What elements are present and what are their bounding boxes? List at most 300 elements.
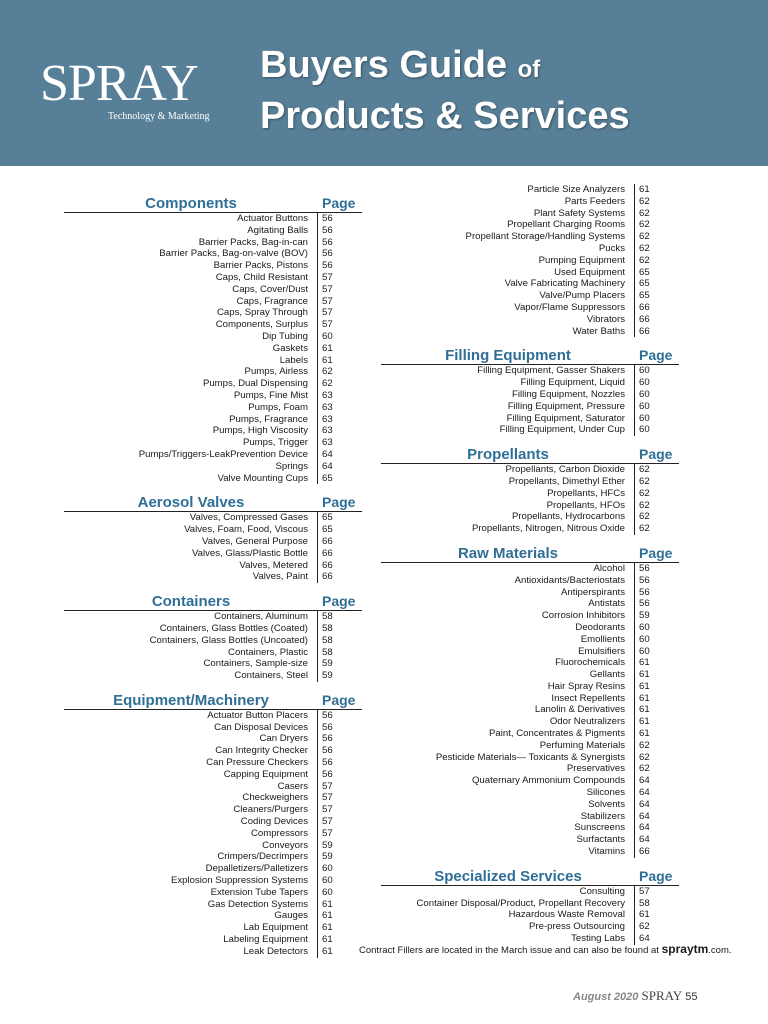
item-name: Actuator Buttons [237, 213, 308, 224]
item-name: Pumps, Airless [244, 366, 308, 378]
item-name: Pumps, Trigger [242, 437, 308, 449]
section [64, 493, 362, 583]
item-name: Preservatives [566, 763, 625, 775]
item-name: Lab Equipment [243, 922, 308, 934]
list-item [64, 355, 362, 367]
item-name: Caps, Spray Through [216, 307, 308, 319]
item-page: 62 [634, 763, 679, 775]
item-name: Odor Neutralizers [549, 716, 625, 728]
title-of: of [517, 56, 541, 83]
item-page: 60 [634, 401, 679, 413]
item-page: 56 [317, 745, 362, 757]
item-name: Water Baths [572, 325, 625, 337]
list-item [381, 511, 679, 523]
item-page: 62 [634, 511, 679, 523]
item-page: 59 [317, 658, 362, 670]
item-page: 64 [634, 775, 679, 787]
item-name: Containers, Glass Bottles (Uncoated) [149, 634, 308, 646]
item-name: Pumps, Fine Mist [233, 389, 308, 401]
list-item [381, 587, 679, 599]
list-item [64, 366, 362, 378]
list-item [381, 886, 679, 898]
list-item [64, 473, 362, 485]
item-name: Filling Equipment, Under Cup [499, 424, 625, 436]
item-page: 56 [317, 757, 362, 769]
item-name: Antistats [588, 598, 625, 610]
list-item [64, 296, 362, 308]
item-name: Antiperspirants [561, 586, 625, 598]
item-name: Insect Repellents [551, 692, 625, 704]
item-name: Valves, Compressed Gases [189, 512, 308, 524]
item-page: 66 [317, 571, 362, 583]
item-name: Gellants [589, 669, 625, 681]
list-item [64, 611, 362, 623]
item-name: Paint, Concentrates & Pigments [489, 728, 625, 740]
item-page: 64 [634, 799, 679, 811]
item-page: 62 [634, 476, 679, 488]
item-name: Springs [275, 460, 308, 472]
item-page: 56 [317, 733, 362, 745]
item-page: 64 [634, 834, 679, 846]
list-item [64, 828, 362, 840]
list-item [381, 314, 679, 326]
item-page: 58 [317, 647, 362, 659]
list-item [381, 208, 679, 220]
item-name: Pesticide Materials— Toxicants & Synergists [435, 751, 625, 763]
item-name: Containers, Sample-size [203, 658, 308, 670]
list-item [381, 909, 679, 921]
item-name: Lanolin & Derivatives [534, 704, 625, 716]
item-page: 57 [317, 804, 362, 816]
spray-logo: SPRAY [40, 55, 198, 112]
item-page: 62 [634, 488, 679, 500]
list-item [64, 512, 362, 524]
item-name: Valve Fabricating Machinery [504, 278, 625, 290]
issue-date: August 2020 [573, 991, 639, 1003]
section-header [381, 346, 679, 365]
page-column-header: Page [322, 195, 356, 211]
item-name: Valve/Pump Placers [539, 290, 625, 302]
list-item [381, 184, 679, 196]
footnote-site[interactable]: spraytm [661, 942, 709, 956]
item-name: Propellant Storage/Handling Systems [465, 231, 625, 243]
list-item [381, 921, 679, 933]
item-name: Leak Detectors [243, 945, 308, 957]
item-page: 62 [634, 464, 679, 476]
item-name: Crimpers/Decrimpers [217, 851, 308, 863]
list-item [381, 267, 679, 279]
section-title: Raw Materials [457, 544, 559, 562]
item-name: Fluorochemicals [555, 657, 625, 669]
item-name: Filling Equipment, Liquid [520, 377, 625, 389]
item-page: 57 [634, 886, 679, 898]
item-page: 65 [634, 278, 679, 290]
item-name: Pumping Equipment [538, 254, 625, 266]
list-item [64, 536, 362, 548]
item-name: Explosion Suppression Systems [170, 875, 308, 887]
item-page: 56 [317, 710, 362, 722]
section-header [64, 592, 362, 611]
item-page: 61 [634, 716, 679, 728]
item-page: 57 [317, 307, 362, 319]
item-page: 61 [317, 355, 362, 367]
list-item [64, 722, 362, 734]
list-item [381, 634, 679, 646]
item-page: 65 [634, 267, 679, 279]
item-name: Quaternary Ammonium Compounds [471, 775, 625, 787]
item-page: 64 [634, 933, 679, 945]
list-item [64, 272, 362, 284]
item-page: 57 [317, 319, 362, 331]
list-item [381, 401, 679, 413]
list-item [64, 560, 362, 572]
list-item [64, 461, 362, 473]
item-name: Barrier Packs, Pistons [213, 260, 308, 272]
item-page: 63 [317, 425, 362, 437]
item-page: 57 [317, 284, 362, 296]
list-item [381, 740, 679, 752]
list-item [64, 343, 362, 355]
item-page: 62 [634, 243, 679, 255]
list-item [64, 437, 362, 449]
item-name: Hair Spray Resins [547, 680, 625, 692]
item-page: 64 [634, 811, 679, 823]
item-page: 57 [317, 816, 362, 828]
item-page: 59 [634, 610, 679, 622]
list-item [381, 302, 679, 314]
list-item [64, 816, 362, 828]
item-page: 62 [634, 752, 679, 764]
section-title: Filling Equipment [445, 347, 571, 365]
list-item [381, 669, 679, 681]
list-item [64, 414, 362, 426]
list-item [381, 822, 679, 834]
list-item [381, 799, 679, 811]
item-name: Pumps, High Viscosity [212, 425, 308, 437]
item-page: 65 [317, 524, 362, 536]
item-name: Caps, Cover/Dust [232, 283, 308, 295]
item-name: Casers [277, 780, 308, 792]
page-column-header: Page [639, 347, 673, 364]
item-page: 66 [317, 536, 362, 548]
list-item [381, 693, 679, 705]
item-name: Vapor/Flame Suppressors [514, 301, 625, 313]
item-page: 61 [634, 909, 679, 921]
section-header [381, 867, 679, 886]
item-page: 61 [317, 946, 362, 958]
list-item [64, 402, 362, 414]
item-page: 56 [634, 598, 679, 610]
list-item [381, 476, 679, 488]
item-page: 60 [634, 389, 679, 401]
item-page: 66 [634, 302, 679, 314]
item-name: Filling Equipment, Saturator [506, 412, 625, 424]
list-item [64, 635, 362, 647]
list-item [381, 290, 679, 302]
list-item [64, 934, 362, 946]
item-name: Alcohol [593, 562, 625, 574]
item-page: 63 [317, 390, 362, 402]
item-page: 60 [634, 646, 679, 658]
list-item [381, 681, 679, 693]
item-name: Corrosion Inhibitors [541, 610, 625, 622]
list-item [381, 775, 679, 787]
item-page: 61 [634, 669, 679, 681]
item-name: Capping Equipment [223, 768, 308, 780]
item-page: 65 [317, 473, 362, 485]
section-title: Specialized Services [434, 867, 582, 885]
page-number: 55 [685, 991, 698, 1003]
item-name: Valves, Paint [252, 571, 308, 583]
item-page: 61 [634, 657, 679, 669]
item-name: Valve Mounting Cups [217, 472, 308, 484]
list-item [64, 260, 362, 272]
list-item [381, 219, 679, 231]
item-name: Can Pressure Checkers [206, 757, 308, 769]
item-page: 61 [634, 681, 679, 693]
item-page: 56 [634, 575, 679, 587]
page-column-header: Page [322, 494, 356, 511]
list-item [64, 248, 362, 260]
item-page: 56 [317, 260, 362, 272]
section [64, 194, 362, 484]
list-item [64, 875, 362, 887]
item-name: Parts Feeders [564, 195, 625, 207]
item-name: Agitating Balls [247, 224, 308, 236]
item-page: 60 [317, 863, 362, 875]
item-page: 62 [317, 378, 362, 390]
section-header [64, 493, 362, 512]
list-item [381, 846, 679, 858]
logo-subtitle: Technology & Marketing [108, 111, 210, 122]
item-name: Stabilizers [580, 810, 625, 822]
item-name: Caps, Child Resistant [215, 271, 308, 283]
item-name: Emulsifiers [578, 645, 625, 657]
item-page: 62 [634, 740, 679, 752]
page-footer [573, 988, 698, 1004]
item-name: Compressors [250, 827, 308, 839]
item-page: 62 [634, 500, 679, 512]
item-name: Silicones [586, 787, 625, 799]
item-page: 56 [317, 722, 362, 734]
item-page: 65 [634, 290, 679, 302]
item-page: 57 [317, 781, 362, 793]
item-name: Barrier Packs, Bag-in-can [198, 236, 308, 248]
item-page: 60 [317, 887, 362, 899]
list-item [64, 284, 362, 296]
list-item [381, 278, 679, 290]
item-page: 66 [317, 560, 362, 572]
list-item [381, 243, 679, 255]
item-page: 61 [634, 704, 679, 716]
item-name: Solvents [588, 798, 625, 810]
item-name: Valves, General Purpose [202, 535, 308, 547]
item-name: Propellant Charging Rooms [507, 219, 625, 231]
item-page: 64 [317, 461, 362, 473]
item-name: Containers, Steel [234, 670, 308, 682]
item-page: 58 [317, 611, 362, 623]
item-name: Pumps/Triggers-LeakPrevention Device [138, 448, 308, 460]
header-banner [0, 0, 768, 166]
left-column [64, 194, 362, 967]
item-page: 61 [634, 693, 679, 705]
item-name: Gaskets [272, 342, 308, 354]
list-item [381, 413, 679, 425]
section [381, 184, 679, 337]
list-item [381, 377, 679, 389]
item-page: 65 [317, 512, 362, 524]
item-page: 63 [317, 437, 362, 449]
item-name: Sunscreens [574, 822, 625, 834]
section-title: Propellants [467, 446, 549, 464]
item-name: Perfuming Materials [539, 739, 625, 751]
list-item [64, 571, 362, 583]
list-item [64, 769, 362, 781]
list-item [64, 733, 362, 745]
item-name: Containers, Plastic [228, 646, 308, 658]
item-page: 60 [634, 424, 679, 436]
title-line2: Products & Services [260, 95, 630, 137]
list-item [64, 524, 362, 536]
item-page: 60 [634, 413, 679, 425]
item-name: Propellants, Dimethyl Ether [508, 475, 625, 487]
item-name: Labels [279, 354, 308, 366]
item-name: Vibrators [586, 313, 625, 325]
list-item [64, 946, 362, 958]
item-page: 56 [317, 769, 362, 781]
item-name: Gauges [274, 910, 308, 922]
item-name: Valves, Metered [239, 559, 308, 571]
item-name: Filling Equipment, Pressure [507, 400, 625, 412]
item-page: 60 [634, 634, 679, 646]
item-page: 56 [317, 248, 362, 260]
list-item [381, 196, 679, 208]
item-name: Surfactants [576, 834, 625, 846]
item-page: 56 [634, 587, 679, 599]
item-name: Can Integrity Checker [215, 745, 308, 757]
item-name: Barrier Packs, Bag-on-valve (BOV) [159, 248, 308, 260]
list-item [381, 464, 679, 476]
title-line1: Buyers Guide [260, 44, 508, 86]
item-name: Can Disposal Devices [214, 721, 308, 733]
item-page: 62 [634, 231, 679, 243]
list-item [381, 716, 679, 728]
item-name: Gas Detection Systems [207, 898, 308, 910]
list-item [381, 563, 679, 575]
section-header [381, 445, 679, 464]
item-page: 63 [317, 414, 362, 426]
item-name: Pumps, Dual Dispensing [202, 378, 308, 390]
section [381, 445, 679, 535]
list-item [64, 307, 362, 319]
list-item [64, 887, 362, 899]
item-page: 60 [634, 622, 679, 634]
item-page: 57 [317, 792, 362, 804]
section-header [381, 544, 679, 563]
list-item [381, 365, 679, 377]
item-name: Can Dryers [259, 733, 308, 745]
item-page: 61 [634, 184, 679, 196]
list-item [381, 787, 679, 799]
list-item [64, 319, 362, 331]
item-name: Propellants, HFCs [547, 487, 625, 499]
item-name: Container Disposal/Product, Propellant Recovery [416, 897, 625, 909]
item-name: Filling Equipment, Nozzles [511, 388, 625, 400]
list-item [381, 488, 679, 500]
list-item [381, 646, 679, 658]
item-name: Checkweighers [242, 792, 308, 804]
list-item [64, 745, 362, 757]
page-column-header: Page [639, 867, 673, 884]
item-name: Actuator Button Placers [207, 709, 308, 721]
item-name: Propellants, Hydrocarbons [511, 511, 625, 523]
list-item [381, 523, 679, 535]
list-item [381, 389, 679, 401]
item-page: 61 [317, 910, 362, 922]
item-name: Containers, Glass Bottles (Coated) [159, 622, 308, 634]
right-column [381, 184, 679, 954]
list-item [381, 598, 679, 610]
list-item [64, 851, 362, 863]
page-column-header: Page [639, 446, 673, 463]
list-item [381, 704, 679, 716]
item-page: 57 [317, 272, 362, 284]
list-item [381, 424, 679, 436]
item-page: 56 [317, 237, 362, 249]
item-name: Extension Tube Tapers [210, 886, 308, 898]
item-name: Components, Surplus [215, 319, 308, 331]
item-name: Valves, Glass/Plastic Bottle [191, 547, 308, 559]
item-page: 61 [317, 934, 362, 946]
list-item [64, 390, 362, 402]
item-name: Propellants, Nitrogen, Nitrous Oxide [471, 523, 625, 535]
list-item [381, 752, 679, 764]
section-header [64, 194, 362, 213]
item-page: 62 [634, 196, 679, 208]
item-page: 60 [634, 365, 679, 377]
section [381, 867, 679, 945]
item-page: 66 [634, 326, 679, 338]
list-item [381, 231, 679, 243]
list-item [64, 425, 362, 437]
item-name: Propellants, Carbon Dioxide [505, 464, 625, 476]
item-page: 60 [317, 875, 362, 887]
item-page: 66 [634, 846, 679, 858]
item-page: 62 [634, 208, 679, 220]
list-item [381, 610, 679, 622]
item-page: 66 [634, 314, 679, 326]
item-name: Cleaners/Purgers [233, 804, 308, 816]
list-item [381, 657, 679, 669]
section [64, 592, 362, 682]
item-name: Depalletizers/Palletizers [205, 863, 308, 875]
list-item [381, 622, 679, 634]
item-name: Used Equipment [554, 266, 625, 278]
list-item [381, 575, 679, 587]
list-item [381, 255, 679, 267]
item-page: 62 [634, 523, 679, 535]
item-page: 61 [317, 343, 362, 355]
item-name: Caps, Fragrance [236, 295, 308, 307]
item-page: 59 [317, 851, 362, 863]
section-title: Containers [151, 593, 231, 611]
section-header [64, 691, 362, 710]
list-item [64, 863, 362, 875]
item-name: Particle Size Analyzers [527, 184, 625, 195]
item-page: 61 [634, 728, 679, 740]
list-item [64, 647, 362, 659]
footnote-text: Contract Fillers are located in the March issue and can also be found at [359, 945, 662, 956]
